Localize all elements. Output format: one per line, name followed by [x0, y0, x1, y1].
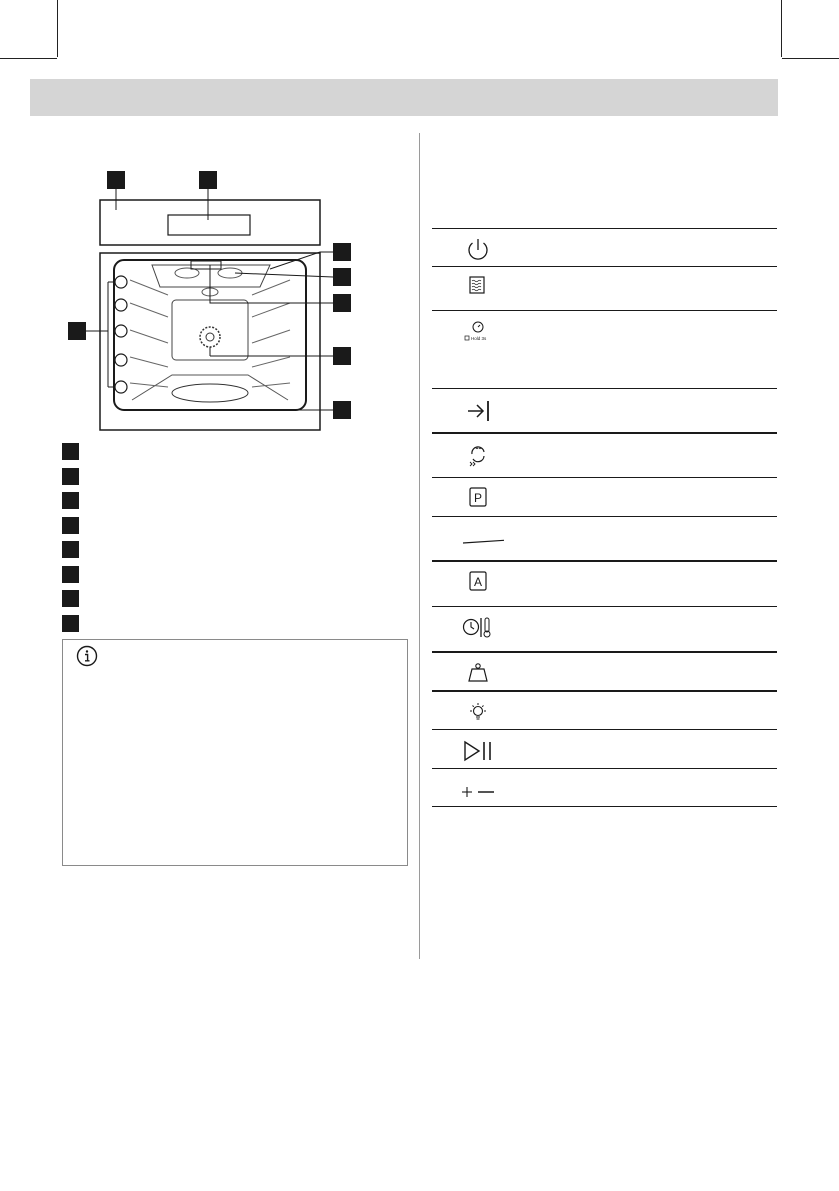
control-panel: [100, 200, 320, 245]
legend-item: [62, 587, 402, 612]
table-row: [432, 516, 777, 560]
callout-square-2: [199, 171, 217, 189]
table-row: [432, 432, 777, 477]
legend-number-square: [62, 468, 79, 485]
weight-icon: [460, 659, 496, 689]
crop-mark-right-vertical: [781, 0, 782, 57]
legend-number-square: [62, 590, 79, 607]
p-box-icon: [460, 484, 496, 514]
power-icon: [460, 235, 496, 265]
arrow-right-bar-icon: [460, 395, 496, 425]
slider-line-icon: [454, 523, 504, 553]
shelf-position-1: [115, 276, 127, 288]
table-row: [432, 266, 777, 310]
lamp-icon: [460, 698, 496, 728]
legend-item: [62, 489, 402, 514]
legend-number-square: [62, 566, 79, 583]
legend-item: [62, 563, 402, 588]
legend-item: [62, 440, 402, 465]
legend-item: [62, 514, 402, 539]
heating-functions-icon: [460, 273, 496, 303]
legend-number-square: [62, 517, 79, 534]
table-bottom-rule: [432, 806, 777, 807]
shelf-position-5: [115, 381, 127, 393]
diagram-legend: [62, 440, 402, 636]
table-row: [432, 560, 777, 606]
fast-heat-up-icon: [460, 440, 496, 470]
section-header-band: [30, 79, 778, 116]
shelf-position-3: [115, 325, 127, 337]
callout-square-1: [107, 171, 125, 189]
legend-item: [62, 465, 402, 490]
callout-square-7: [333, 347, 351, 365]
callout-square-8: [333, 401, 351, 419]
info-note-box: [62, 639, 408, 866]
bottom-element: [172, 384, 248, 402]
legend-number-square: [62, 615, 79, 632]
svg-text:P: P: [473, 491, 483, 505]
crop-mark-right-horizontal: [782, 58, 839, 59]
table-row: [432, 477, 777, 516]
callout-square-4: [333, 268, 351, 286]
legend-number-square: [62, 492, 79, 509]
table-row: [432, 606, 777, 651]
table-row: [432, 310, 777, 388]
svg-text:A: A: [473, 575, 483, 589]
oven-diagram: [60, 165, 360, 440]
table-row: [432, 729, 777, 768]
table-row: [432, 768, 777, 806]
play-pause-icon: [460, 736, 496, 766]
timer-hold-icon: [460, 317, 496, 347]
legend-number-square: [62, 541, 79, 558]
crop-mark-left-horizontal: [0, 58, 57, 59]
table-row: [432, 690, 777, 729]
legend-number-square: [62, 443, 79, 460]
legend-item: [62, 612, 402, 637]
column-divider: [419, 133, 420, 959]
shelf-position-4: [115, 354, 127, 366]
display: [168, 215, 250, 235]
plus-minus-icon: [460, 775, 496, 805]
hold-label: Hold 3s: [471, 336, 487, 341]
callout-square-6: [68, 322, 86, 340]
callout-square-3: [333, 243, 351, 261]
info-icon: [76, 645, 98, 667]
table-row: [432, 388, 777, 432]
controls-table: [432, 228, 777, 807]
legend-item: [62, 538, 402, 563]
clock-thermometer-icon: [460, 613, 496, 643]
fan-cover: [200, 327, 220, 347]
table-row: [432, 228, 777, 266]
a-box-icon: [460, 568, 496, 598]
callout-square-5: [333, 294, 351, 312]
shelf-position-2: [115, 299, 127, 311]
table-row: [432, 651, 777, 690]
crop-mark-left-vertical: [57, 0, 58, 57]
